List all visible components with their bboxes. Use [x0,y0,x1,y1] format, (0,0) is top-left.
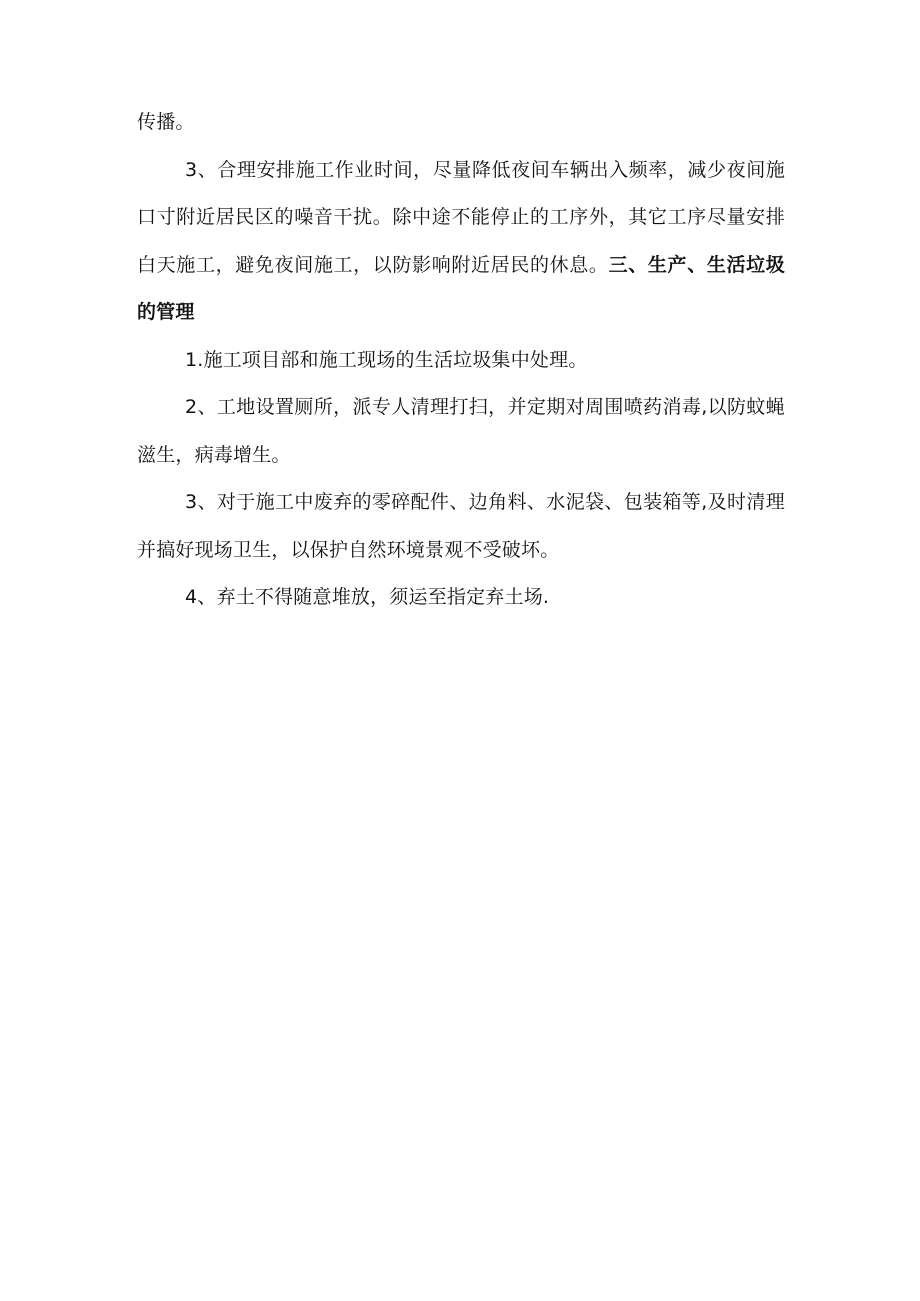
paragraph-text: 传播。 [137,111,195,133]
paragraph-item-1-garbage [137,337,785,385]
paragraph-item-4-spoil [137,574,785,622]
document-body [137,99,785,622]
section-heading-waste-management: 三、生产、生活垃圾的管理 [137,253,785,323]
paragraph-text: 3、对于施工中废弃的零碎配件、边角料、水泥袋、包装箱等,及时清理并搞好现场卫生，以保护自然环境景观不受破坏。 [137,491,785,561]
paragraph-text: 1.施工项目部和施工现场的生活垃圾集中处理。 [185,348,588,371]
paragraph-item-3-night-work [137,147,785,337]
paragraph-text: 3、合理安排施工作业时间，尽量降低夜间车辆出入频率，减少夜间施口寸附近居民区的噪音干扰。除中途不能停止的工序外，其它工序尽量安排白天施工，避免夜间施工，以防影响附近居民的休息。 [137,158,785,276]
paragraph-text: 4、弃土不得随意堆放，须运至指定弃土场. [185,586,550,608]
paragraph-continuation [137,99,785,147]
paragraph-text: 2、工地设置厕所，派专人清理打扫，并定期对周围喷药消毒,以防蚊蝇滋生，病毒增生。 [137,396,785,466]
paragraph-item-2-toilets [137,384,785,479]
paragraph-item-3-waste-materials [137,479,785,574]
